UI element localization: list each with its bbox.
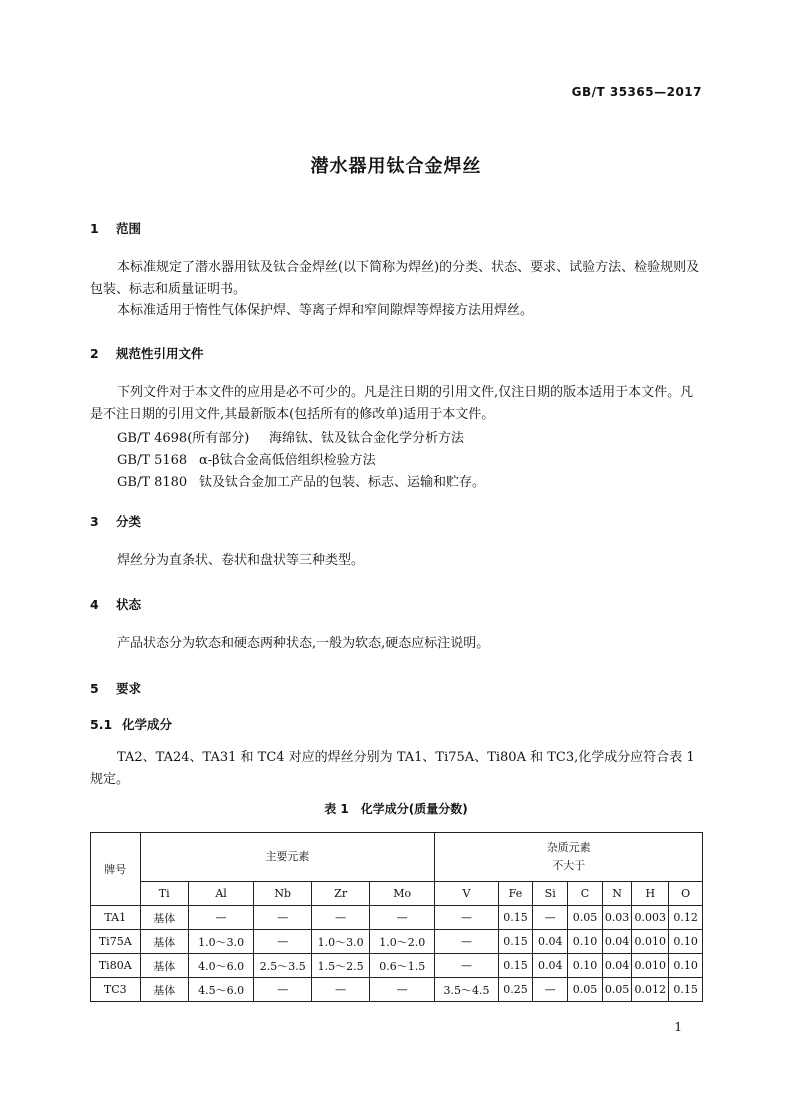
composition-cell: 3.5～4.5 [435,978,498,1002]
section-2-paragraph-1: 下列文件对于本文件的应用是必不可少的。凡是注日期的引用文件,仅注日期的版本适用于本文件。凡是不注日期的引用文件,其最新版本(包括所有的修改单)适用于本文件。 [90,385,694,422]
composition-cell: 0.15 [669,978,703,1002]
table-element-header-row [91,882,703,906]
composition-cell: 基体 [140,930,188,954]
section-number: 4 [90,597,99,612]
reference-item [117,471,485,490]
section-number: 5 [90,681,99,696]
standard-number: GB/T 35365—2017 [571,85,702,99]
element-header: Nb [254,882,312,906]
composition-cell: 0.010 [632,930,669,954]
composition-cell: 1.0～3.0 [188,930,253,954]
section-1-paragraph-2: 本标准适用于惰性气体保护焊、等离子焊和窄间隙焊等焊接方法用焊丝。 [117,303,534,318]
composition-cell: 0.25 [498,978,533,1002]
element-header: N [602,882,631,906]
element-header: Fe [498,882,533,906]
composition-cell: 1.0～3.0 [312,930,370,954]
composition-cell: — [370,906,435,930]
reference-code: GB/T 5168 [117,453,188,468]
composition-cell: 0.003 [632,906,669,930]
reference-code: GB/T 4698(所有部分) [117,431,250,446]
composition-cell: 4.0～6.0 [188,954,253,978]
composition-cell: 2.5～3.5 [254,954,312,978]
section-number: 2 [90,346,99,361]
composition-cell: 0.12 [669,906,703,930]
element-header: O [669,882,703,906]
grade-cell: TC3 [91,978,141,1002]
composition-cell: 0.04 [602,954,631,978]
main-elements-header: 主要元素 [140,833,435,882]
section-title: 要求 [116,681,142,696]
table-body [91,906,703,1002]
composition-cell: — [312,906,370,930]
reference-item [117,449,376,468]
reference-item [117,427,464,446]
impurity-elements-header [435,833,703,882]
element-header: Si [533,882,568,906]
page-number: 1 [674,1020,682,1034]
composition-cell: 0.10 [568,930,603,954]
composition-cell: 0.15 [498,954,533,978]
table-row [91,954,703,978]
section-title: 规范性引用文件 [116,346,204,361]
composition-cell: 0.05 [568,906,603,930]
composition-cell: — [435,930,498,954]
composition-cell: — [435,954,498,978]
section-2-heading [90,344,204,362]
section-5-1-paragraph-1: TA2、TA24、TA31 和 TC4 对应的焊丝分别为 TA1、Ti75A、Ti80A 和 TC3,化学成分应符合表 1 规定。 [90,750,695,787]
section-4-paragraph-1: 产品状态分为软态和硬态两种状态,一般为软态,硬态应标注说明。 [117,636,490,651]
composition-cell: — [254,978,312,1002]
section-3-heading [90,512,141,530]
reference-code: GB/T 8180 [117,475,188,490]
element-header: C [568,882,603,906]
table-caption: 表 1 化学成分(质量分数) [324,802,468,816]
section-3-paragraph-1: 焊丝分为直条状、卷状和盘状等三种类型。 [117,553,365,568]
section-title: 分类 [116,514,142,529]
composition-cell: 0.012 [632,978,669,1002]
grade-cell: Ti75A [91,930,141,954]
reference-title: 钛及钛合金加工产品的包装、标志、运输和贮存。 [199,475,486,490]
composition-cell: 1.0～2.0 [370,930,435,954]
composition-cell: 0.15 [498,906,533,930]
section-4-heading [90,595,141,613]
section-number: 1 [90,221,99,236]
table-row [91,906,703,930]
section-title: 状态 [116,597,142,612]
document-title: 潜水器用钛合金焊丝 [310,156,482,177]
composition-cell: 0.15 [498,930,533,954]
section-5-1-heading [90,715,172,733]
impurity-header-qualifier: 不大于 [552,859,586,872]
composition-cell: 0.10 [568,954,603,978]
composition-cell: 0.10 [669,930,703,954]
element-header: V [435,882,498,906]
table-row [91,978,703,1002]
composition-cell: — [188,906,253,930]
element-header: H [632,882,669,906]
composition-cell: 4.5～6.0 [188,978,253,1002]
table-row [91,930,703,954]
composition-cell: 0.05 [568,978,603,1002]
element-header: Zr [312,882,370,906]
impurity-header-line: 杂质元素 [546,841,591,854]
composition-cell: — [312,978,370,1002]
composition-cell: 0.04 [533,930,568,954]
chemical-composition-table [90,832,703,1002]
reference-title: α-β钛合金高低倍组织检验方法 [199,453,376,468]
section-title: 范围 [116,221,142,236]
composition-cell: 0.6～1.5 [370,954,435,978]
composition-cell: 0.010 [632,954,669,978]
composition-cell: 1.5～2.5 [312,954,370,978]
reference-title: 海绵钛、钛及钛合金化学分析方法 [269,431,465,446]
composition-cell: 基体 [140,978,188,1002]
element-header: Mo [370,882,435,906]
section-1-heading [90,219,141,237]
section-number: 5.1 [90,717,113,732]
table-group-header-row [91,833,703,882]
composition-cell: 基体 [140,906,188,930]
composition-cell: — [254,930,312,954]
composition-cell: 0.05 [602,978,631,1002]
grade-header: 牌号 [91,833,141,906]
grade-cell: TA1 [91,906,141,930]
composition-cell: 0.10 [669,954,703,978]
section-title: 化学成分 [122,717,173,732]
section-1-paragraph-1: 本标准规定了潜水器用钛及钛合金焊丝(以下简称为焊丝)的分类、状态、要求、试验方法、检验规则及包装、标志和质量证明书。 [90,260,700,297]
section-5-heading [90,679,141,697]
element-header: Ti [140,882,188,906]
composition-cell: — [533,978,568,1002]
composition-cell: 0.03 [602,906,631,930]
composition-cell: — [435,906,498,930]
composition-cell: — [533,906,568,930]
element-header: Al [188,882,253,906]
composition-cell: — [254,906,312,930]
section-number: 3 [90,514,99,529]
composition-cell: 0.04 [533,954,568,978]
composition-cell: — [370,978,435,1002]
composition-cell: 0.04 [602,930,631,954]
composition-cell: 基体 [140,954,188,978]
grade-cell: Ti80A [91,954,141,978]
